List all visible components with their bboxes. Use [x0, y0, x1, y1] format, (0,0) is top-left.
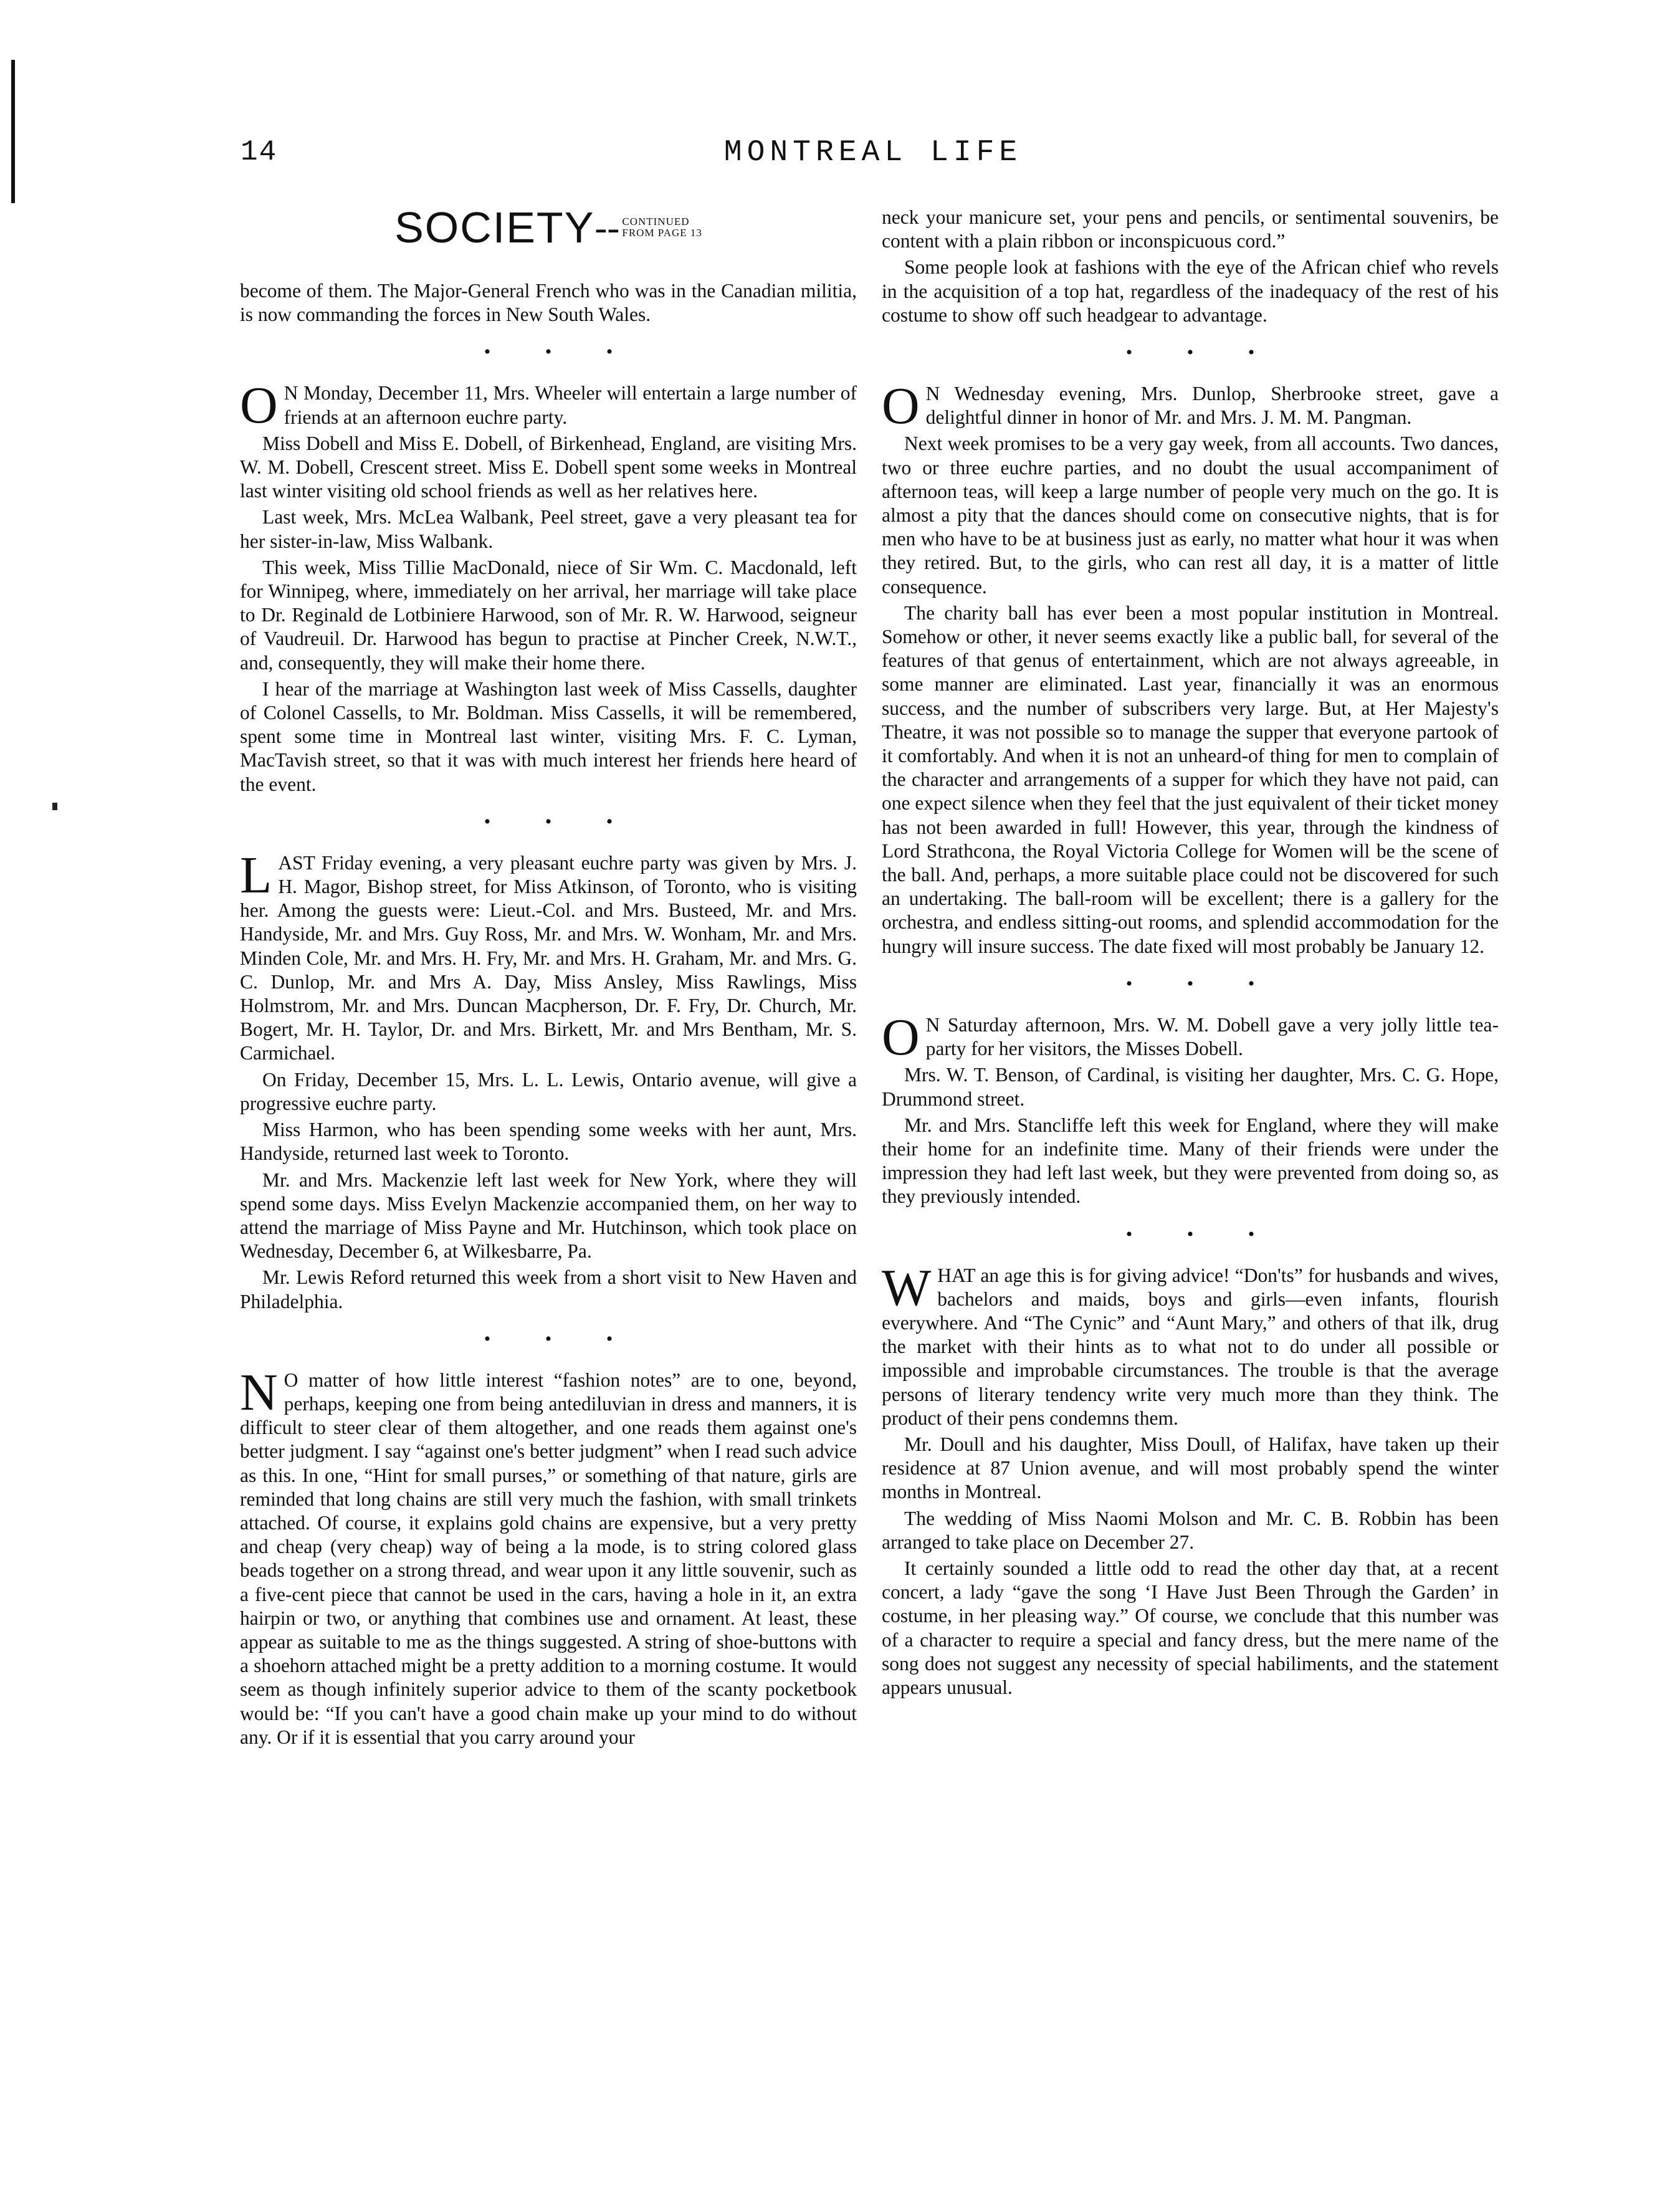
paragraph: Mrs. W. T. Benson, of Cardinal, is visiting her daughter, Mrs. C. G. Hope, Drummond street. — [882, 1064, 1499, 1110]
paragraph-text: HAT an age this is for giving advice! “Don'ts” for husbands and wives, bachelors and maids, boys and girls—even infants, flourish everywhere. And “The Cynic” and “Aunt Mary,” and others of that ilk, drug the market with their hints as to what not to do under all possible or impossible and improbable circumstances. The trouble is that the average persons of literary tendency write very much more than they think. The product of their pens condemns them. — [882, 1264, 1499, 1429]
section-dash: -- — [594, 207, 620, 248]
paragraph — [882, 377, 1499, 436]
paragraph: Some people look at fashions with the eye of the African chief who revels in the acquisition of a top hat, regardless of the inadequacy of the rest of his costume to show off such headgear to advantage. — [882, 256, 1499, 326]
print-speck — [52, 803, 57, 810]
drop-cap: O — [882, 377, 920, 436]
drop-cap: O — [240, 376, 278, 435]
paragraph: On Friday, December 15, Mrs. L. L. Lewis, Ontario avenue, will give a progressive euchre party. — [240, 1068, 857, 1114]
page-number: 14 — [241, 136, 278, 168]
margin-rule — [11, 60, 15, 203]
section-separator: • • • — [484, 342, 638, 363]
section-separator: • • • — [1125, 342, 1280, 363]
paragraph-text: N Saturday afternoon, Mrs. W. M. Dobell gave a very jolly little tea-party for her visitors, the Misses Dobell. — [925, 1013, 1499, 1060]
continued-line-1: CONTINUED — [622, 216, 690, 227]
section-title: SOCIETY — [394, 206, 595, 252]
paragraph: neck your manicure set, your pens and pencils, or sentimental souvenirs, be content with a plain ribbon or inconspicuous cord.” — [882, 206, 1499, 252]
paragraph — [240, 1363, 857, 1749]
paragraph: This week, Miss Tillie MacDonald, niece of Sir Wm. C. Macdonald, left for Winnipeg, where, immediately on her arrival, her marriage will take place to Dr. Reginald de Lotbiniere Harwood, son of Mr. R. W. Harwood, seigneur of Vaudreuil. Dr. Harwood has begun to practise at Pincher Creek, N.W.T., and, consequently, they will make their home there. — [240, 556, 857, 674]
paragraph — [240, 846, 857, 1066]
section-separator: • • • — [1125, 973, 1280, 994]
section-heading — [240, 206, 857, 274]
paragraph-text: N Monday, December 11, Mrs. Wheeler will entertain a large number of friends at an afternoon euchre party. — [284, 382, 857, 428]
paragraph: Mr. and Mrs. Mackenzie left last week for New York, where they will spend some days. Miss Evelyn Mackenzie accompanied them, on her way to attend the marriage of Miss Payne and Mr. Hutchinson, which took place on Wednesday, December 6, at Wilkesbarre, Pa. — [240, 1169, 857, 1263]
paragraph: Mr. Doull and his daughter, Miss Doull, of Halifax, have taken up their residence at 87 Union avenue, and will most probably spend the winter months in Montreal. — [882, 1433, 1499, 1503]
running-title: MONTREAL LIFE — [723, 136, 1023, 170]
right-column — [882, 206, 1499, 2113]
continued-note — [622, 216, 702, 239]
paragraph-text: N Wednesday evening, Mrs. Dunlop, Sherbrooke street, gave a delightful dinner in honor of Mr. and Mrs. J. M. M. Pangman. — [925, 383, 1499, 429]
continued-line-2: FROM PAGE 13 — [622, 227, 702, 239]
paragraph-text: AST Friday evening, a very pleasant euchre party was given by Mrs. J. H. Magor, Bishop street, for Miss Atkinson, of Toronto, who is visiting her. Among the guests were: Lieut.-Col. and Mrs. Busteed, Mr. and Mrs. Handyside, Mr. and Mrs. Guy Ross, Mr. and Mrs. W. Wonham, Mr. and Mrs. Minden Cole, Mr. and Mrs. H. Fry, Mr. and Mrs. H. Graham, Mr. and Mrs. G. C. Dunlop, Mr. and Mrs A. Day, Miss Ansley, Miss Rawlings, Miss Holmstrom, Mr. and Mrs. Duncan Macpherson, Dr. F. Fry, Dr. Church, Mr. Bogert, Mr. H. Taylor, Dr. and Mrs. Birkett, Mr. and Mrs Bentham, Mr. S. Carmichael. — [240, 851, 857, 1064]
paragraph: Mr. and Mrs. Stancliffe left this week for England, where they will make their home for an indefinite time. Many of their friends were under the impression they had left last week, but they were prevented from doing so, as they previously intended. — [882, 1114, 1499, 1208]
drop-cap: L — [240, 846, 272, 904]
section-separator: • • • — [1125, 1223, 1280, 1245]
paragraph: Miss Dobell and Miss E. Dobell, of Birkenhead, England, are visiting Mrs. W. M. Dobell, Crescent street. Miss E. Dobell spent some weeks in Montreal last winter visiting old school friends as well as her relatives here. — [240, 432, 857, 502]
page-header — [241, 136, 1506, 186]
section-separator: • • • — [484, 811, 638, 832]
drop-cap: N — [240, 1363, 278, 1422]
paragraph: The charity ball has ever been a most popular institution in Montreal. Somehow or other, it never seems exactly like a public ball, for several of the features of that genus of entertainment, which are not always agreeable, in some manner are eliminated. Last year, financially it was an enormous success, and the number of subscribers very large. But, at Her Majesty's Theatre, it was not possible so to manage the supper that everyone partook of it comfortably. And when it is not an unheard-of thing for men to complain of the character and arrangements of a supper for which they have not paid, can one expect silence when they feel that the just equivalent of their ticket money has not been awarded in full! However, this year, through the kindness of Lord Strathcona, the Royal Victoria College for Women will be the scene of the ball. And, perhaps, a more suitable place could not be discovered for such an undertaking. The ball-room will be excellent; there is a gallery for the orchestra, and endless sitting-out rooms, and splendid accommodation for the hungry will insure success. The date fixed will most probably be January 12. — [882, 601, 1499, 957]
paragraph — [882, 1008, 1499, 1066]
paragraph: It certainly sounded a little odd to read the other day that, at a recent concert, a lady “gave the song ‘I Have Just Been Through the Garden’ in costume, in her pleasing way.” Of course, we conclude that this number was of a character to require a special and fancy dress, but the mere name of the song does not suggest any necessity of special habiliments, and the statement appears unusual. — [882, 1557, 1499, 1698]
paragraph-text: O matter of how little interest “fashion notes” are to one, beyond, perhaps, keeping one from being antediluvian in dress and manners, it is difficult to steer clear of them altogether, and one reads them against one's better judgment. I say “against one's better judgment” when I read such advice as this. In one, “Hint for small purses,” or something of that nature, girls are reminded that long chains are still very much the fashion, with small trinkets attached. Of course, it explains gold chains are expensive, but a very pretty and cheap (very cheap) way of being a la mode, is to string colored glass beads together on a strong thread, and wear upon it any little souvenir, such as a five-cent piece that cannot be used in the cars, having a hole in it, an extra hairpin or two, or anything that combines use and ornament. At least, these appear as suitable to me as the things suggested. A string of shoe-buttons with a shoehorn attached might be a pretty addition to a morning costume. It would seem as though infinitely superior advice to them of the scanty pocketbook would be: “If you can't have a good chain make up your mind to do without any. Or if it is essential that you carry around your — [240, 1369, 857, 1748]
section-separator: • • • — [484, 1328, 638, 1349]
paragraph: Last week, Mrs. McLea Walbank, Peel street, gave a very pleasant tea for her sister-in-law, Miss Walbank. — [240, 506, 857, 552]
paragraph: Miss Harmon, who has been spending some weeks with her aunt, Mrs. Handyside, returned last week to Toronto. — [240, 1119, 857, 1165]
paragraph: Next week promises to be a very gay week, from all accounts. Two dances, two or three euchre parties, and no doubt the usual accompaniment of afternoon teas, will keep a large number of people very much on the go. It is almost a pity that the dances should come on consecutive nights, that is for men who have to be at business just as early, no matter what hour it was when they retired. But, to the girls, who can rest all day, it is a matter of little consequence. — [882, 433, 1499, 598]
paragraph — [882, 1258, 1499, 1430]
drop-cap: O — [882, 1008, 920, 1066]
paragraph: I hear of the marriage at Washington last week of Miss Cassells, daughter of Colonel Cassells, to Mr. Boldman. Miss Cassells, it will be remembered, spent some time in Montreal last winter, visiting Mrs. F. C. Lyman, MacTavish street, so that it was with much interest her friends here heard of the event. — [240, 677, 857, 795]
paragraph: become of them. The Major-General French who was in the Canadian militia, is now commanding the forces in New South Wales. — [240, 280, 857, 326]
paragraph — [240, 376, 857, 435]
paragraph: Mr. Lewis Reford returned this week from a short visit to New Haven and Philadelphia. — [240, 1266, 857, 1312]
left-column — [240, 206, 857, 2113]
drop-cap: W — [882, 1258, 932, 1317]
paragraph: The wedding of Miss Naomi Molson and Mr. C. B. Robbin has been arranged to take place on December 27. — [882, 1507, 1499, 1553]
